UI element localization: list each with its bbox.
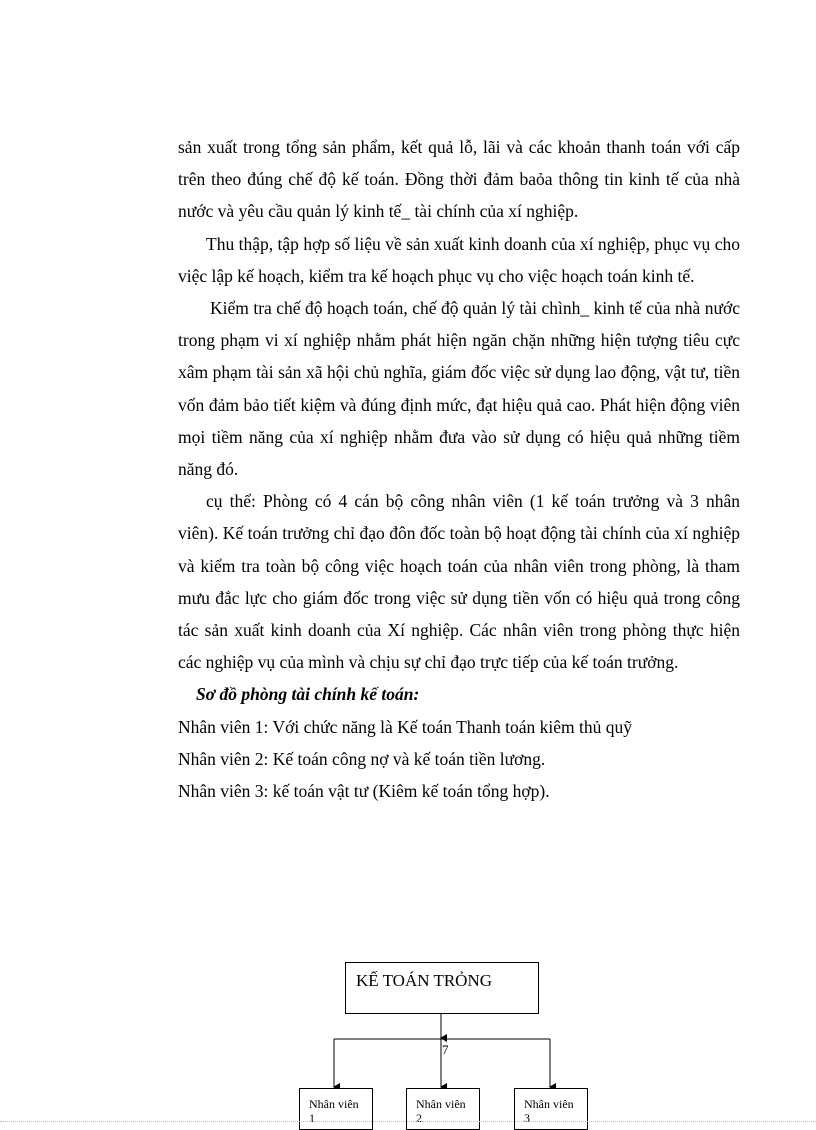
- connector-label: 7: [442, 1042, 449, 1057]
- staff-box-3-label: Nhân viên 3: [524, 1097, 574, 1125]
- chief-accountant-label: KẾ TOÁN TRỎNG: [356, 971, 493, 990]
- paragraph-4: cụ thể: Phòng có 4 cán bộ công nhân viên (1 kế toán trưởng và 3 nhân viên). Kế toán trưởng chỉ đạo đôn đốc toàn bộ hoạt động tài chính của xí nghiệp và kiểm tra toàn bộ công việc hoạch toán của nhân viên trong phòng, là tham mưu đắc lực cho giám đốc trong việc sử dụng tiền vốn có hiệu quả trong công tác sản xuất kinh doanh của Xí nghiệp. Các nhân viên trong phòng thực hiện các nghiệp vụ của mình và chịu sự chỉ đạo trực tiếp của kế toán trưởng.: [178, 491, 740, 673]
- paragraph-2: Thu thập, tập hợp số liệu về sản xuất kinh doanh của xí nghiệp, phục vụ cho việc lập kế hoạch, kiểm tra kế hoạch phục vụ cho việc hoạch toán kinh tế.: [178, 233, 740, 286]
- staff-box-3: [514, 1088, 588, 1130]
- chief-accountant-box: [345, 962, 539, 1014]
- staff-box-2-label: Nhân viên 2: [416, 1097, 466, 1125]
- staff-box-2: [406, 1088, 480, 1130]
- paragraph-1: sản xuất trong tổng sản phẩm, kết quả lỗ, lãi và các khoản thanh toán với cấp trên theo đúng chế độ kế toán. Đồng thời đảm baỏa thông tin kinh tế của nhà nước và yêu cầu quản lý kinh tế_ tài chính của xí nghiệp.: [178, 137, 740, 222]
- diagram-heading: Sơ đồ phòng tài chính kế toán:: [196, 684, 420, 705]
- page-edge-divider: [0, 1121, 816, 1122]
- staff-line-1: Nhân viên 1: Với chức năng là Kế toán Thanh toán kiêm thủ quỹ: [178, 716, 633, 737]
- paragraph-3: Kiểm tra chế độ hoạch toán, chế độ quản lý tài chình_ kinh tế của nhà nước trong phạm vi xí nghiệp nhằm phát hiện ngăn chặn những hiện tượng tiêu cực xâm phạm tài sản xã hội chủ nghĩa, giám đốc việc sử dụng lao động, vật tư, tiền vốn đảm bảo tiết kiệm và đúng định mức, đạt hiệu quả cao. Phát hiện động viên mọi tiềm năng của xí nghiệp nhằm đưa vào sử dụng có hiệu quả những tiềm năng đó.: [178, 298, 740, 480]
- staff-line-2: Nhân viên 2: Kế toán công nợ và kế toán tiền lương.: [178, 748, 546, 769]
- staff-box-1: [299, 1088, 373, 1130]
- staff-line-3: Nhân viên 3: kế toán vật tư (Kiêm kế toán tổng hợp).: [178, 781, 550, 802]
- staff-box-1-label: Nhân viên 1: [309, 1097, 359, 1125]
